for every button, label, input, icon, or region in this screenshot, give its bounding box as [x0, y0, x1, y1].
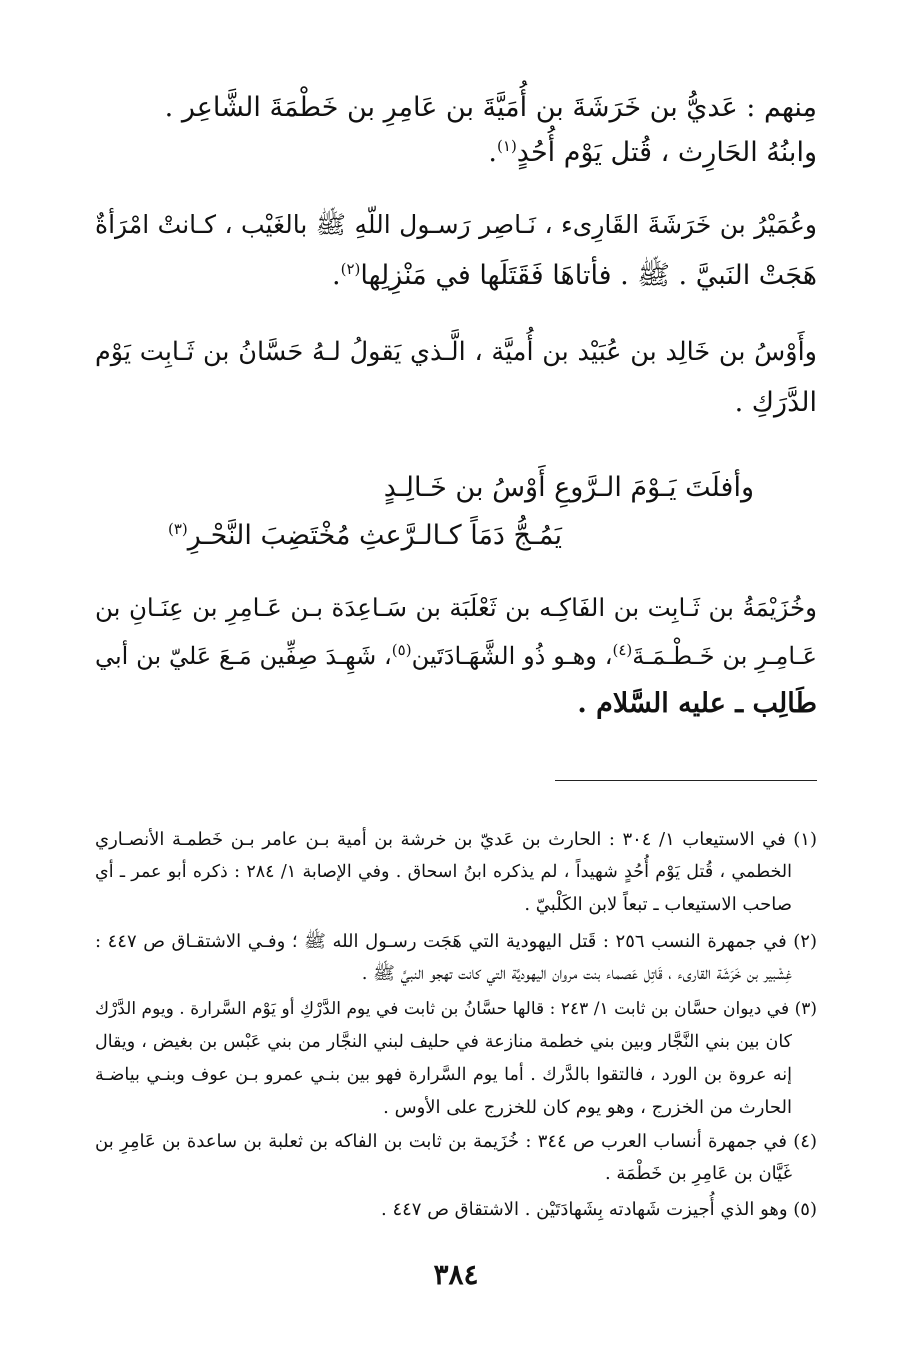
footnote-2-line-2: [362, 960, 792, 988]
footnote-4-line-1: [95, 1128, 817, 1156]
footnote-ref-2[interactable]: (٢): [340, 260, 361, 278]
text-run: الحارث من الخزرج ، وهو يوم كان للخزرج على الأوس .: [383, 1097, 792, 1118]
paragraph-2-line-1: [95, 205, 817, 245]
text-run: يَمُـجُّ دَمَاً كـالـرَّعثِ مُخْتَضِبَ النَّحْـرِ: [187, 520, 562, 551]
footnote-1-line-3: [524, 891, 792, 919]
text-run: هَجَتْ النَبيَّ . ﷺ . فأتاهَا فَقَتَلَها في مَنْزِلِها: [360, 260, 817, 291]
text-run: صاحب الاستيعاب ـ تبعاً لابن الكَلْبيّ .: [524, 894, 792, 915]
text-run: .: [488, 137, 498, 168]
footnote-3-line-4: [383, 1094, 792, 1122]
text-run: وابنُهُ الحَارِث ، قُتل يَوْم أُحُدٍ: [516, 137, 817, 168]
paragraph-2-line-2: [332, 256, 817, 296]
page-number: ٣٨٤: [433, 1258, 479, 1291]
text-run: (١) في الاستيعاب ١/ ٣٠٤ : الحارث بن عَديّ بن خرشة بن أمية بـن عامر بـن خَطمـة الأنصـاري: [95, 829, 817, 850]
verse-line-2: [168, 516, 562, 556]
text-run: ، شَهِـدَ صِفِّين مَـعَ عَليّ بن أبي: [95, 642, 392, 670]
verse-line-1: [384, 468, 754, 508]
footnote-ref-5[interactable]: (٥): [391, 641, 412, 659]
text-run: وأَوْسُ بن خَالِد بن عُبَيْد بن أُميَّة ، الَّـذي يَقولُ لـهُ حَسَّانُ بن ثَـابِت يَوْم: [95, 337, 817, 367]
text-run: مِنهم : عَديُّ بن خَرَشَةَ بن أُمَيَّةَ بن عَامِرِ بن خَطْمَةَ الشَّاعِر .: [164, 92, 817, 123]
footnote-ref-1[interactable]: (١): [497, 137, 517, 155]
text-run: إنه عروة بن الورد ، فالتقوا بالدَّرك . أما يوم السَّرارة فهو بين بنـي عمرو بـن عوف وبنـي بياضـة: [95, 1065, 792, 1085]
text-run: (٥) وهو الذي أُجيزت شَهادته بِشَهادَتَيْن . الاشتقاق ص ٤٤٧ .: [381, 1199, 817, 1220]
paragraph-4-line-1: [95, 588, 817, 628]
footnote-1-line-1: [95, 826, 817, 854]
footnote-5-line-1: [381, 1196, 817, 1224]
footnote-1-line-2: [95, 858, 792, 886]
paragraph-3-line-2: [735, 383, 817, 423]
footnote-2-line-1: [95, 928, 817, 956]
text-run: الدَّرَكِ .: [734, 387, 817, 418]
text-run: عَـامِـرِ بن خَـطْـمَـةَ: [632, 642, 817, 670]
text-run: الخطمي ، قُتل يَوْم أُحُدٍ شهيداً ، لم يذكره ابنُ اسحاق . وفي الإصابة ١/ ٢٨٤ : ذكره أبو عمر ـ أي: [95, 862, 792, 882]
text-run: كان بين بني النَّجَّار وبين بني خطمة منازعة في حليف لبني النجَّار من بني عَبْس بن بغيض ، ويقال: [95, 1032, 792, 1052]
paragraph-4-line-2: [95, 636, 817, 676]
paragraph-1-line-1: [165, 88, 817, 128]
text-run: غَيَّان بن عَامِرِ بن خَطْمَة .: [604, 1163, 792, 1184]
footnote-4-line-2: [605, 1160, 792, 1188]
text-run: ، وهـو ذُو الشَّهَـادَتَين: [411, 642, 613, 670]
text-run: وخُزَيْمَةُ بن ثَـابِت بن الفَاكِـه بن ثَعْلَبَة بن سَـاعِدَة بـن عَـامِرِ بن عِنَـانِ بن: [95, 593, 817, 622]
footnote-ref-3[interactable]: (٣): [167, 520, 188, 538]
footnote-separator: [555, 780, 817, 781]
paragraph-4-line-3: [577, 684, 817, 724]
text-run: .: [331, 260, 341, 291]
paragraph-1-line-2: [488, 133, 817, 173]
paragraph-3-line-1: [95, 332, 817, 372]
footnote-ref-4[interactable]: (٤): [612, 641, 633, 659]
text-run: طَالِب ـ عليه السَّلام .: [577, 688, 817, 719]
footnote-3-line-2: [95, 1028, 792, 1056]
footnote-3-line-3: [95, 1061, 792, 1089]
footnote-3-line-1: [95, 995, 817, 1023]
text-run-group: [95, 642, 817, 670]
text-run: (٣) في ديوان حسَّان بن ثابت ١/ ٢٤٣ : قالها حسَّانُ بن ثابت في يوم الدَّرْكِ أو يَوْم السَّرارة . ويوم الدَّرْك: [95, 999, 817, 1019]
text-run: وعُمَيْرُ بن خَرَشَةَ القَارِىء ، نَـاصِر رَسـول اللّهِ ﷺ بالغَيْب ، كـانتْ امْرَأةٌ: [95, 210, 817, 239]
text-run: غِشْبير بن خَرَشَة القارىء ، قَاتِل عَصماء بنت مروان اليهوديَّة التي كانت تهجو النبيَّ ﷺ .: [361, 963, 792, 984]
text-run: (٤) في جمهرة أنساب العرب ص ٣٤٤ : خُزَيمة بن ثابت بن الفاكه بن ثعلبة بن ساعدة بن عَامِرِ بن: [95, 1131, 817, 1152]
text-run: وأفلَتَ يَـوْمَ الـرَّوعِ أَوْسُ بن خَـالِـدٍ: [383, 472, 754, 503]
text-run: (٢) في جمهرة النسب ٢٥٦ : قَتل اليهودية التي هَجَت رسـول الله ﷺ ؛ وفـي الاشتقـاق ص ٤٤٧ :: [95, 931, 817, 952]
